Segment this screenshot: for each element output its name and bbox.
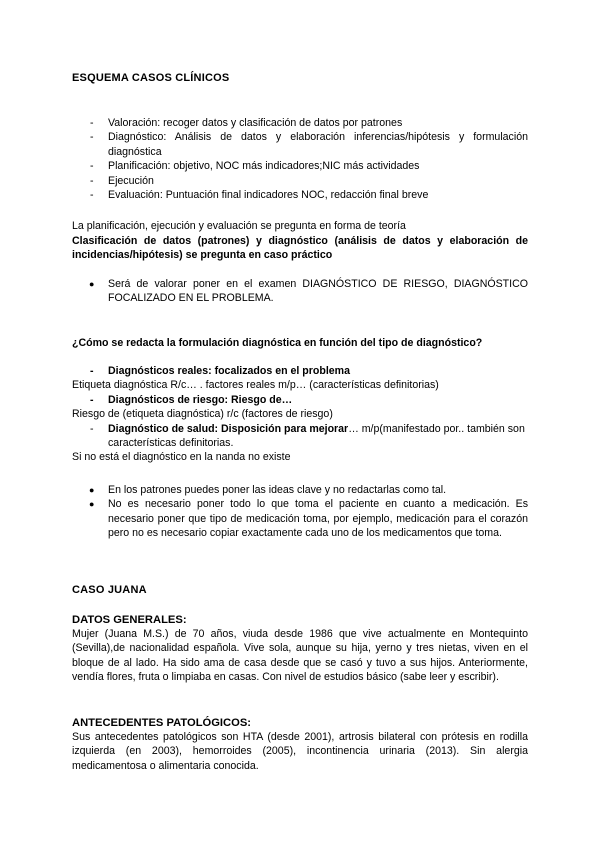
tips-list <box>72 483 528 541</box>
dash-marker: - <box>90 160 94 173</box>
theory-note: La planificación, ejecución y evaluación se pregunta en forma de teoría <box>72 220 406 232</box>
practice-note: Clasificación de datos (patrones) y diagnóstico (análisis de datos y elaboración de incidencias/hipótesis) se pregunta en caso práctico <box>72 235 528 262</box>
diagnosis-risk-label: - Diagnósticos de riesgo: Riesgo de… <box>90 393 293 406</box>
list-item: ● Será de valorar poner en el examen DIAGNÓSTICO DE RIESGO, DIAGNÓSTICO FOCALIZADO EN EL PROBLEMA. <box>89 278 528 305</box>
list-item: - Planificación: objetivo, NOC más indicadores;NIC más actividades <box>90 160 420 173</box>
bullet-marker: ● <box>89 499 95 510</box>
exam-note-list <box>72 277 528 306</box>
history-text: Sus antecedentes patológicos son HTA (desde 2001), artrosis bilateral con prótesis en rodilla izquierda (en 2003), hemorroides (2005), incontinencia urinaria (2013). Sin alergia medicamentosa o alimentaria conocida. <box>72 731 528 772</box>
diagnosis-health: - Diagnóstico de salud: Disposición para mejorar… m/p(manifestado por.. también son características definitorias. <box>90 422 525 450</box>
history-heading: ANTECEDENTES PATOLÓGICOS: <box>72 717 252 729</box>
diagnosis-real-format: Etiqueta diagnóstica R/c… . factores reales m/p… (características definitorias) <box>72 379 439 392</box>
list-item: - Valoración: recoger datos y clasificación de datos por patrones <box>90 117 403 129</box>
list-item: - Ejecución <box>90 174 154 187</box>
section-question: ¿Cómo se redacta la formulación diagnóstica en función del tipo de diagnóstico? <box>72 337 483 349</box>
bullet-marker: ● <box>89 279 95 289</box>
diagnosis-real-label: - Diagnósticos reales: focalizados en el problema <box>90 365 350 377</box>
phases-list <box>72 116 528 202</box>
diagnosis-risk-format: Riesgo de (etiqueta diagnóstica) r/c (factores de riesgo) <box>72 408 333 421</box>
bullet-marker: ● <box>89 485 95 495</box>
list-item: ● No es necesario poner todo lo que toma el paciente en cuanto a medicación. Es necesario poner que tipo de medicación toma, por ejemplo, medicación para el corazón pero no es necesario copiar exactamente cada uno de los medicamentos que toma. <box>89 498 528 540</box>
dash-marker: - <box>90 131 94 144</box>
list-item: - Evaluación: Puntuación final indicadores NOC, redacción final breve <box>90 189 429 202</box>
document-title: ESQUEMA CASOS CLÍNICOS <box>72 72 230 84</box>
dash-marker: - <box>90 117 94 129</box>
case-title: CASO JUANA <box>72 584 147 596</box>
general-data-text: Mujer (Juana M.S.) de 70 años, viuda desde 1986 que vive actualmente en Montequinto (Sevilla),de nacionalidad española. Vive sola, aunque su hija, yerno y tres nietas, viven en el bloque de al lado. Ha sido ama de casa desde que se casó y tuvo a sus hijos. Anteriormente, vendía flores, fruta o limpiaba en casas. Con nivel de estudios básico (sabe leer y escribir). <box>72 628 528 684</box>
dash-marker: - <box>90 189 94 202</box>
general-data-heading: DATOS GENERALES: <box>72 614 187 626</box>
nanda-note: Si no está el diagnóstico en la nanda no existe <box>72 451 291 464</box>
list-item: ● En los patrones puedes poner las ideas clave y no redactarlas como tal. <box>89 484 447 496</box>
diagnosis-types <box>72 364 528 465</box>
dash-marker: - <box>90 174 94 187</box>
list-item: - Diagnóstico: Análisis de datos y elaboración inferencias/hipótesis y formulación diagnóstica <box>90 131 528 158</box>
